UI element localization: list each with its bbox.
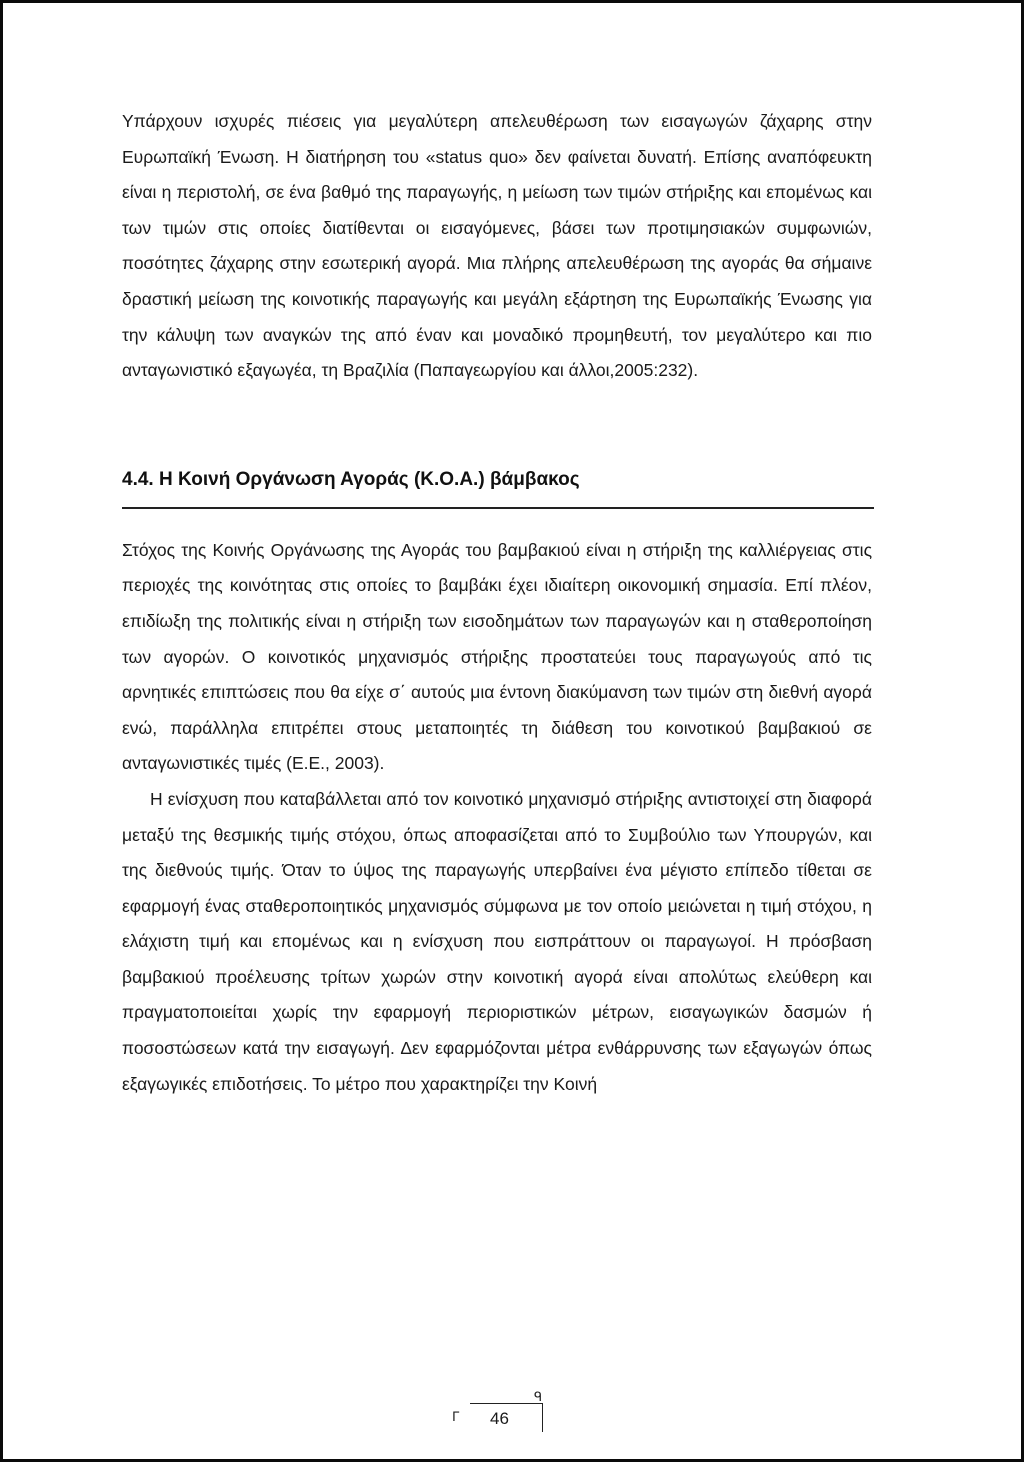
page-number: 46 bbox=[490, 1409, 509, 1428]
page-content bbox=[122, 104, 872, 1102]
paragraph-cotton-support: Η ενίσχυση που καταβάλλεται από τον κοινοτικό μηχανισμό στήριξης αντιστοιχεί στη διαφορά μεταξύ της θεσμικής τιμής στόχου, όπως αποφασίζεται από το Συμβούλιο των Υπουργών, και της διεθνούς τιμής. Όταν το ύψος της παραγωγής υπερβαίνει ένα μέγιστο επίπεδο τίθεται σε εφαρμογή ένας σταθεροποιητικός μηχανισμός σύμφωνα με τον οποίο μειώνεται η τιμή στόχου, η ελάχιστη τιμή και επομένως και η ενίσχυση που εισπράττουν οι παραγωγοί. Η πρόσβαση βαμβακιού προέλευσης τρίτων χωρών στην κοινοτική αγορά είναι απολύτως ελεύθερη και πραγματοποιείται χωρίς την εφαρμογή περιοριστικών μέτρων, εισαγωγικών δασμών ή ποσοστώσεων κατά την εισαγωγή. Δεν εφαρμόζονται μέτρα ενθάρρυνσης των εξαγωγών όπως εξαγωγικές επιδοτήσεις. Το μέτρο που χαρακτηρίζει την Κοινή bbox=[122, 788, 872, 1094]
section-heading-block bbox=[122, 465, 872, 509]
page-corner-left-icon: ᒥ bbox=[452, 1409, 460, 1424]
page-corner-right-icon: ᑫ bbox=[534, 1389, 543, 1404]
heading-underline bbox=[122, 507, 874, 509]
page-number-box bbox=[452, 1389, 548, 1439]
section-heading: 4.4. Η Κοινή Οργάνωση Αγοράς (Κ.Ο.Α.) βάμβακος bbox=[122, 468, 580, 490]
paragraph-sugar-liberalization: Υπάρχουν ισχυρές πιέσεις για μεγαλύτερη απελευθέρωση των εισαγωγών ζάχαρης στην Ευρωπαϊκή Ένωση. Η διατήρηση του «status quo» δεν φαίνεται δυνατή. Επίσης αναπόφευκτη είναι η περιστολή, σε ένα βαθμό της παραγωγής, η μείωση των τιμών στήριξης και επομένως και των τιμών στις οποίες διατίθενται οι εισαγόμενες, βάσει των προτιμησιακών συμφωνιών, ποσότητες ζάχαρης στην εσωτερική αγορά. Μια πλήρης απελευθέρωση της αγοράς θα σήμαινε δραστική μείωση της κοινοτικής παραγωγής και μεγάλη εξάρτηση της Ευρωπαϊκής Ένωσης για την κάλυψη των αναγκών της από έναν και μοναδικό προμηθευτή, τον μεγαλύτερο και πιο ανταγωνιστικό εξαγωγέα, τη Βραζιλία (Παπαγεωργίου και άλλοι,2005:232). bbox=[122, 111, 872, 381]
paragraph-cotton-objective: Στόχος της Κοινής Οργάνωσης της Αγοράς του βαμβακιού είναι η στήριξη της καλλιέργειας στις περιοχές της κοινότητας στις οποίες το βαμβάκι έχει ιδιαίτερη οικονομική σημασία. Επί πλέον, επιδίωξη της πολιτικής είναι η στήριξη των εισοδημάτων των παραγωγών και η σταθεροποίηση των αγορών. Ο κοινοτικός μηχανισμός στήριξης προστατεύει τους παραγωγούς από τις αρνητικές επιπτώσεις που θα είχε σ΄ αυτούς μια έντονη διακύμανση των τιμών στη διεθνή αγορά ενώ, παράλληλα επιτρέπει στους μεταποιητές τη διάθεση του κοινοτικού βαμβακιού σε ανταγωνιστικές τιμές (Ε.Ε., 2003). bbox=[122, 539, 872, 774]
